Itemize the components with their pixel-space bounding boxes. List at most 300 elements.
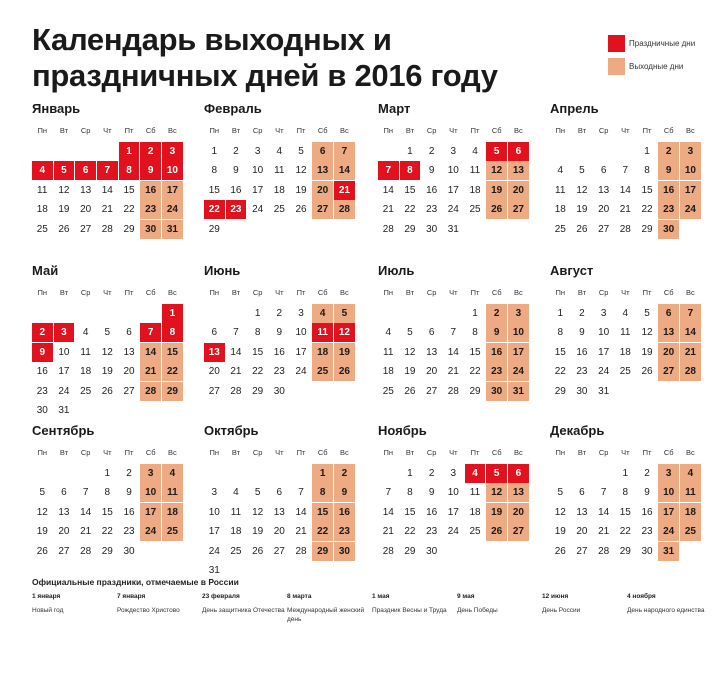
weekday-header: Сб (491, 126, 502, 135)
official-holidays-list (32, 593, 712, 624)
day-cell: 18 (469, 184, 481, 196)
day-cell: 13 (58, 506, 70, 518)
day-cell: 5 (407, 327, 413, 338)
holiday-day-cell: 7 (378, 161, 399, 180)
holiday-day-cell: 8 (162, 323, 183, 342)
day-cell: 29 (404, 545, 416, 557)
day-cell: 2 (428, 145, 435, 157)
holiday-day-cell: 9 (32, 343, 53, 362)
weekday-header: Пт (470, 448, 480, 457)
empty-cell (97, 304, 118, 323)
day-cell: 5 (254, 487, 261, 498)
month-august (550, 264, 720, 401)
month-october (204, 424, 374, 580)
official-holidays-title: Официальные праздники, отмечаемые в России (32, 577, 239, 587)
day-cell: 13 (576, 506, 588, 518)
day-cell: 2 (579, 307, 585, 319)
day-cell: 17 (447, 506, 459, 518)
holiday-name: День народного единства (627, 607, 705, 614)
day-cell: 21 (101, 204, 113, 215)
day-cell: 19 (554, 526, 566, 537)
weekday-header: Пт (296, 448, 306, 457)
weekday-header: Сб (663, 288, 674, 297)
day-cell: 27 (576, 545, 588, 557)
month-february (204, 102, 374, 239)
day-cell: 31 (598, 385, 610, 397)
weekend-day-cell: 26 (486, 200, 507, 219)
month-march (378, 102, 548, 239)
weekday-header: Чт (103, 126, 112, 135)
empty-cell (119, 304, 140, 323)
weekday-header: Пт (124, 288, 134, 297)
day-cell: 19 (295, 184, 307, 196)
day-cell: 28 (619, 223, 631, 235)
day-cell: 1 (254, 307, 261, 319)
day-cell: 18 (230, 526, 242, 537)
empty-cell (421, 304, 442, 323)
weekday-header: Пн (37, 448, 48, 457)
weekend-day-cell: 23 (486, 362, 507, 381)
weekend-day-cell: 30 (486, 382, 507, 401)
legend-swatch-holidays (608, 35, 625, 52)
month-name: Сентябрь (32, 423, 95, 438)
day-cell: 17 (252, 184, 264, 196)
holiday-day-cell: 1 (162, 304, 183, 323)
empty-cell (593, 464, 614, 483)
weekday-header: Пн (37, 126, 48, 135)
day-cell: 16 (36, 366, 48, 377)
weekday-header: Пн (37, 288, 48, 297)
empty-cell (572, 142, 593, 161)
weekday-header: Вт (577, 126, 587, 135)
holiday-name: День России (542, 607, 581, 614)
empty-cell (269, 464, 290, 483)
day-cell: 22 (469, 366, 481, 377)
day-cell: 8 (407, 487, 413, 498)
weekday-header: Вт (231, 126, 241, 135)
holiday-day-cell: 5 (54, 161, 75, 180)
day-cell: 11 (469, 165, 481, 176)
day-cell: 30 (576, 385, 588, 397)
holiday-name: Новый год (32, 607, 64, 614)
weekend-day-cell: 2 (334, 464, 355, 483)
weekend-day-cell: 20 (508, 503, 529, 522)
day-cell: 17 (208, 526, 220, 537)
day-cell: 30 (641, 545, 653, 557)
empty-cell (226, 464, 247, 483)
day-cell: 2 (644, 467, 650, 479)
day-cell: 29 (554, 385, 566, 397)
weekday-header: Вс (685, 126, 695, 135)
weekday-header: Вс (167, 448, 177, 457)
day-cell: 20 (80, 204, 92, 215)
empty-cell (572, 464, 593, 483)
page-title: Календарь выходных и праздничных дней в 2016 году (32, 22, 498, 93)
empty-cell (54, 142, 75, 161)
day-cell: 25 (80, 385, 92, 397)
day-cell: 18 (273, 184, 285, 196)
weekend-day-cell: 19 (334, 343, 355, 362)
weekend-day-cell: 1 (312, 464, 333, 483)
day-cell: 11 (555, 184, 566, 196)
day-cell: 28 (382, 545, 394, 557)
day-cell: 23 (123, 526, 135, 537)
day-cell: 8 (211, 165, 218, 176)
weekend-day-cell: 17 (140, 503, 161, 522)
empty-cell (443, 304, 464, 323)
weekday-header: Вт (59, 288, 69, 297)
weekday-header: Ср (598, 288, 609, 297)
day-cell: 25 (230, 545, 242, 557)
day-cell: 3 (450, 467, 457, 479)
holiday-date: 7 января (117, 593, 146, 600)
weekend-day-cell: 29 (312, 542, 333, 561)
day-cell: 8 (254, 327, 261, 338)
weekday-header: Пн (383, 448, 394, 457)
month-grid (32, 284, 202, 420)
empty-cell (550, 464, 571, 483)
day-cell: 29 (208, 223, 220, 235)
weekend-day-cell: 13 (312, 161, 333, 180)
day-cell: 30 (426, 545, 438, 557)
weekday-header: Вт (577, 448, 587, 457)
month-grid (32, 444, 202, 561)
day-cell: 22 (252, 366, 264, 377)
day-cell: 6 (126, 327, 132, 338)
weekday-header: Ср (426, 126, 437, 135)
day-cell: 16 (273, 346, 285, 358)
weekend-day-cell: 17 (680, 181, 701, 200)
holiday-date: 4 ноября (627, 593, 656, 600)
holiday-day-cell: 6 (75, 161, 96, 180)
day-cell: 10 (208, 506, 220, 518)
weekend-day-cell: 26 (334, 362, 355, 381)
day-cell: 27 (273, 545, 285, 557)
holiday-date: 1 января (32, 593, 61, 600)
weekday-header: Ср (426, 288, 437, 297)
weekend-day-cell: 20 (312, 181, 333, 200)
weekday-header: Ср (598, 126, 609, 135)
holiday-day-cell: 2 (32, 323, 53, 342)
weekday-header: Чт (449, 448, 458, 457)
weekend-day-cell: 23 (334, 522, 355, 541)
day-cell: 24 (208, 545, 220, 557)
weekday-header: Сб (145, 448, 156, 457)
weekend-day-cell: 10 (680, 161, 701, 180)
weekend-day-cell: 21 (140, 362, 161, 381)
weekend-day-cell: 31 (658, 542, 679, 561)
day-cell: 22 (554, 366, 566, 377)
day-cell: 25 (554, 223, 566, 235)
day-cell: 29 (123, 223, 135, 235)
day-cell: 1 (407, 467, 413, 479)
weekend-day-cell: 30 (334, 542, 355, 561)
day-cell: 8 (644, 165, 650, 176)
day-cell: 15 (619, 506, 631, 518)
day-cell: 18 (36, 204, 48, 215)
empty-cell (247, 464, 268, 483)
day-cell: 25 (382, 385, 394, 397)
empty-cell (378, 304, 399, 323)
day-cell: 6 (211, 327, 218, 338)
day-cell: 11 (80, 346, 91, 358)
empty-cell (140, 304, 161, 323)
month-grid (550, 284, 720, 401)
day-cell: 28 (447, 385, 459, 397)
weekday-header: Вс (167, 288, 177, 297)
weekend-day-cell: 29 (162, 382, 183, 401)
day-cell: 8 (472, 327, 478, 338)
day-cell: 4 (276, 145, 283, 157)
day-cell: 14 (382, 506, 394, 518)
weekday-header: Сб (491, 448, 502, 457)
day-cell: 21 (447, 366, 459, 377)
day-cell: 8 (104, 487, 111, 498)
day-cell: 1 (644, 145, 650, 157)
day-cell: 2 (126, 467, 132, 479)
weekend-day-cell: 4 (680, 464, 701, 483)
empty-cell (32, 142, 53, 161)
month-name: Июнь (204, 263, 241, 278)
holiday-date: 9 мая (457, 593, 475, 600)
weekday-header: Чт (449, 288, 458, 297)
day-cell: 16 (576, 346, 588, 358)
holiday-day-cell: 6 (508, 142, 529, 161)
weekday-header: Вт (231, 288, 241, 297)
day-cell: 31 (208, 565, 220, 576)
day-cell: 19 (58, 204, 70, 215)
weekday-header: Пт (124, 126, 134, 135)
day-cell: 11 (230, 506, 242, 518)
day-cell: 4 (233, 487, 239, 498)
day-cell: 21 (295, 526, 307, 537)
day-cell: 6 (600, 165, 607, 176)
day-cell: 27 (80, 223, 92, 235)
day-cell: 22 (101, 526, 113, 537)
legend-item-weekends (608, 57, 695, 76)
day-cell: 27 (598, 223, 610, 235)
holiday-day-cell: 4 (32, 161, 53, 180)
day-cell: 20 (426, 366, 438, 377)
day-cell: 19 (404, 366, 416, 377)
weekend-day-cell: 31 (508, 382, 529, 401)
weekday-header: Пн (555, 126, 566, 135)
day-cell: 28 (80, 545, 92, 557)
day-cell: 12 (252, 506, 264, 518)
day-cell: 26 (576, 223, 588, 235)
day-cell: 14 (295, 506, 307, 518)
empty-cell (75, 142, 96, 161)
weekday-header: Сб (317, 288, 328, 297)
day-cell: 30 (123, 545, 135, 557)
weekday-header: Чт (275, 126, 284, 135)
day-cell: 23 (426, 204, 438, 215)
weekend-day-cell: 3 (680, 142, 701, 161)
day-cell: 20 (58, 526, 70, 537)
month-name: Ноябрь (378, 423, 427, 438)
day-cell: 1 (211, 145, 218, 157)
weekday-header: Вт (231, 448, 241, 457)
month-name: Февраль (204, 101, 262, 116)
weekday-header: Вс (339, 448, 349, 457)
day-cell: 5 (298, 145, 304, 157)
month-grid (204, 284, 374, 401)
day-cell: 22 (619, 526, 631, 537)
month-september (32, 424, 202, 561)
day-cell: 21 (230, 366, 242, 377)
day-cell: 20 (273, 526, 285, 537)
weekday-header: Вс (685, 448, 695, 457)
weekend-day-cell: 24 (162, 200, 183, 219)
day-cell: 27 (426, 385, 438, 397)
day-cell: 11 (469, 487, 481, 498)
day-cell: 4 (82, 327, 89, 338)
official-holiday-item (372, 593, 457, 624)
weekend-day-cell: 14 (680, 323, 701, 342)
day-cell: 15 (208, 184, 220, 196)
month-name: Май (32, 263, 59, 278)
weekend-day-cell: 28 (334, 200, 355, 219)
day-cell: 15 (101, 506, 113, 518)
weekend-day-cell: 17 (162, 181, 183, 200)
day-cell: 1 (472, 307, 478, 319)
empty-cell (97, 142, 118, 161)
month-july (378, 264, 548, 401)
day-cell: 24 (295, 366, 307, 377)
day-cell: 21 (80, 526, 92, 537)
legend-item-holidays (608, 34, 695, 53)
weekend-day-cell: 16 (334, 503, 355, 522)
day-cell: 15 (404, 184, 416, 196)
weekday-header: Пт (470, 288, 480, 297)
day-cell: 27 (208, 385, 220, 397)
weekend-day-cell: 18 (680, 503, 701, 522)
weekend-day-cell: 13 (508, 483, 529, 502)
empty-cell (226, 304, 247, 323)
day-cell: 10 (295, 327, 307, 338)
day-cell: 6 (579, 487, 585, 498)
weekday-header: Вс (685, 288, 695, 297)
day-cell: 14 (101, 184, 113, 196)
day-cell: 7 (82, 487, 89, 498)
weekend-day-cell: 7 (680, 304, 701, 323)
month-name: Октябрь (204, 423, 259, 438)
weekday-header: Ср (252, 288, 263, 297)
weekday-header: Пн (555, 288, 566, 297)
day-cell: 26 (404, 385, 416, 397)
day-cell: 28 (382, 223, 394, 235)
weekend-day-cell: 28 (140, 382, 161, 401)
month-grid (204, 122, 374, 239)
weekend-day-cell: 17 (508, 343, 529, 362)
weekday-header: Сб (145, 126, 156, 135)
day-cell: 17 (598, 346, 610, 358)
weekday-header: Пн (209, 288, 220, 297)
day-cell: 13 (426, 346, 438, 358)
weekday-header: Сб (491, 288, 502, 297)
weekend-day-cell: 27 (508, 200, 529, 219)
empty-cell (291, 464, 312, 483)
day-cell: 22 (404, 204, 416, 215)
day-cell: 26 (36, 545, 48, 557)
weekday-header: Вс (167, 126, 177, 135)
weekend-day-cell: 25 (312, 362, 333, 381)
month-name: Апрель (550, 101, 599, 116)
day-cell: 5 (579, 165, 585, 176)
weekend-day-cell: 9 (334, 483, 355, 502)
day-cell: 11 (37, 184, 48, 196)
weekend-day-cell: 21 (680, 343, 701, 362)
day-cell: 11 (620, 327, 631, 338)
day-cell: 18 (80, 366, 92, 377)
day-cell: 3 (298, 307, 304, 319)
day-cell: 29 (101, 545, 113, 557)
empty-cell (54, 304, 75, 323)
month-june (204, 264, 374, 401)
weekday-header: Пт (642, 448, 652, 457)
day-cell: 5 (39, 487, 46, 498)
weekday-header: Сб (663, 126, 674, 135)
day-cell: 21 (382, 526, 394, 537)
weekday-header: Вт (405, 288, 415, 297)
weekday-header: Пн (383, 288, 394, 297)
day-cell: 29 (252, 385, 264, 397)
day-cell: 26 (641, 366, 653, 377)
month-name: Январь (32, 101, 81, 116)
day-cell: 29 (404, 223, 416, 235)
month-grid (378, 122, 548, 239)
day-cell: 9 (428, 487, 435, 498)
day-cell: 28 (230, 385, 242, 397)
day-cell: 23 (576, 366, 588, 377)
weekday-header: Пт (642, 288, 652, 297)
day-cell: 4 (622, 307, 629, 319)
holiday-day-cell: 6 (508, 464, 529, 483)
day-cell: 26 (101, 385, 113, 397)
weekday-header: Сб (317, 126, 328, 135)
weekend-day-cell: 2 (658, 142, 679, 161)
day-cell: 18 (554, 204, 566, 215)
weekday-header: Пт (470, 126, 480, 135)
day-cell: 7 (450, 327, 457, 338)
day-cell: 30 (36, 405, 48, 416)
weekend-day-cell: 16 (140, 181, 161, 200)
day-cell: 20 (598, 204, 610, 215)
weekday-header: Пн (209, 126, 220, 135)
day-cell: 21 (598, 526, 610, 537)
weekend-day-cell: 9 (486, 323, 507, 342)
day-cell: 6 (428, 327, 435, 338)
weekend-day-cell: 3 (658, 464, 679, 483)
day-cell: 27 (123, 385, 135, 397)
weekday-header: Чт (621, 126, 630, 135)
holiday-day-cell: 7 (97, 161, 118, 180)
weekend-day-cell: 14 (140, 343, 161, 362)
day-cell: 21 (382, 204, 394, 215)
day-cell: 2 (428, 467, 435, 479)
holiday-day-cell: 11 (312, 323, 333, 342)
day-cell: 12 (404, 346, 416, 358)
day-cell: 10 (447, 487, 459, 498)
day-cell: 20 (123, 366, 135, 377)
day-cell: 25 (469, 526, 481, 537)
weekend-day-cell: 24 (658, 522, 679, 541)
holiday-name: Международный женский день (287, 607, 365, 623)
weekend-day-cell: 30 (140, 220, 161, 239)
weekday-header: Чт (275, 288, 284, 297)
weekend-day-cell: 23 (658, 200, 679, 219)
weekday-header: Чт (621, 288, 630, 297)
